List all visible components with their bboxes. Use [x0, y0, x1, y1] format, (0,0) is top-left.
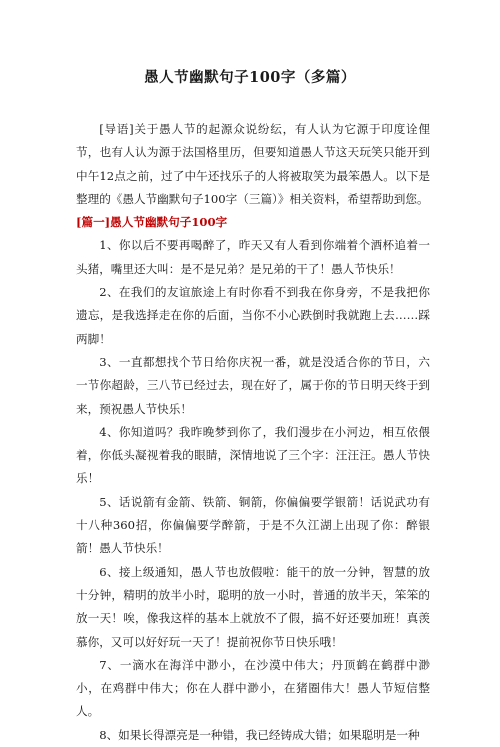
body-paragraph: 4、你知道吗？我昨晚梦到你了，我们漫步在小河边，相互依偎着，你低头凝视着我的眼睛，深情地说了三个字：汪汪汪。愚人节快乐！: [76, 424, 430, 486]
intro-paragraph: [导语]关于愚人节的起源众说纷纭，有人认为它源于印度诠俚节，也有人认为源于法国格里历，但要知道愚人节这天玩笑只能开到中午12点之前，过了中午还找乐子的人将被取笑为最笨愚人。以下是整理的《愚人节幽默句子100字（三篇）》相关资料，希望帮助到您。: [76, 122, 430, 206]
body-paragraph: 2、在我们的友谊旅途上有时你看不到我在你身旁，不是我把你遗忘，是我选择走在你的后面，当你不小心跌倒时我就跑上去……踩两脚！: [76, 285, 430, 346]
body-paragraph: 1、你以后不要再喝醉了，昨天又有人看到你端着个酒杯追着一头猪，嘴里还大叫：是不是兄弟？是兄弟的干了！愚人节快乐！: [76, 238, 430, 276]
body-paragraph: 5、话说箭有金箭、铁箭、铜箭，你偏偏要学银箭！话说武功有十八种360招，你偏偏要学醉箭，于是不久江湖上出现了你：醉银箭！愚人节快乐！: [76, 494, 430, 556]
body-paragraph: 6、接上级通知，愚人节也放假啦：能干的放一分钟，智慧的放十分钟，精明的放半小时，聪明的放一小时，普通的放半天，笨笨的放一天！唉，像我这样的基本上就放不了假，搞不好还要加班！真羡慕你，又可以好好玩一天了！提前祝你节日快乐哦！: [76, 564, 430, 649]
document-title: 愚人节幽默句子100字（多篇）: [144, 69, 356, 86]
body-paragraph: 8、如果长得漂亮是一种错，我已经铸成大错；如果聪明是一种: [99, 727, 420, 742]
document-body: [76, 118, 430, 747]
body-paragraph: 3、一直都想找个节日给你庆祝一番，就是没适合你的节日，六一节你超龄，三八节已经过去，现在好了，属于你的节日明天终于到来，预祝愚人节快乐！: [76, 354, 430, 416]
body-paragraph: 7、一滴水在海洋中渺小，在沙漠中伟大；丹顶鹤在鹤群中渺小，在鸡群中伟大；你在人群中渺小，在猪圈伟大！愚人节短信整人。: [76, 657, 430, 719]
section-heading: [篇一]愚人节幽默句子100字: [76, 215, 228, 230]
